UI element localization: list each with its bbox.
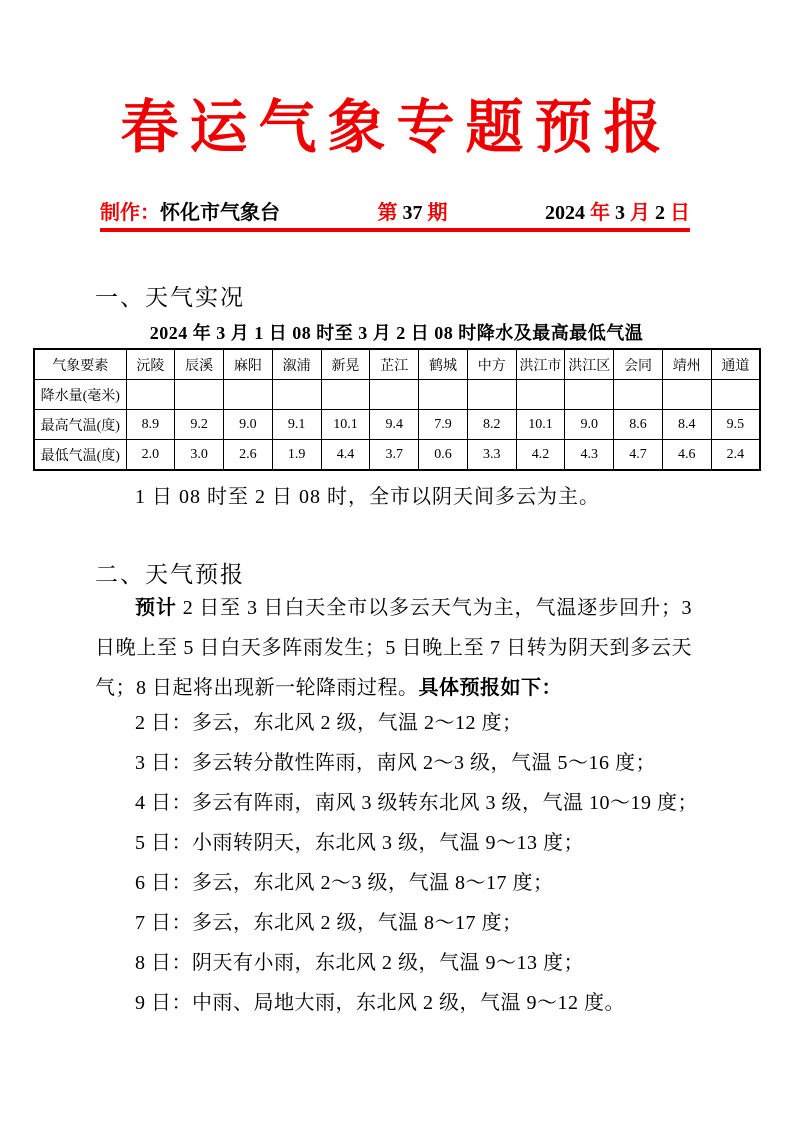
table-cell: 8.2: [467, 410, 516, 440]
table-cell: 3.7: [370, 440, 419, 471]
table-cell: 0.6: [419, 440, 468, 471]
table-cell: 2.6: [224, 440, 273, 471]
issue-value: 37: [402, 202, 423, 224]
issue-prefix: 第: [377, 202, 398, 224]
table-cell: [516, 380, 565, 410]
table-header-cell: 中方: [467, 349, 516, 380]
table-cell: 9.0: [565, 410, 614, 440]
table-cell: 4.4: [321, 440, 370, 471]
table-cell: [175, 380, 224, 410]
table-cell: 4.3: [565, 440, 614, 471]
date-day: 2: [655, 202, 665, 224]
table-header-cell: 会同: [614, 349, 663, 380]
table-cell: [565, 380, 614, 410]
table-cell: 9.0: [224, 410, 273, 440]
forecast-item: 9 日：中雨、局地大雨，东北风 2 级，气温 9～12 度。: [135, 992, 625, 1014]
forecast-item: 8 日：阴天有小雨，东北风 2 级，气温 9～13 度；: [135, 952, 584, 974]
table-header-cell: 靖州: [662, 349, 711, 380]
table-header-cell: 洪江区: [565, 349, 614, 380]
table-row-precipitation: [34, 380, 760, 410]
divider-rule: [100, 228, 690, 232]
table-cell: [224, 380, 273, 410]
table-row-label: 最低气温(度): [34, 440, 126, 471]
forecast-intro-body: 2 日至 3 日白天全市以多云天气为主，气温逐步回升；3 日晚上至 5 日白天多阵雨发生；5 日晚上至 7 日转为阴天到多云天气；8 日起将出现新一轮降雨过程。: [95, 597, 693, 699]
producer-value: 怀化市气象台: [160, 202, 280, 224]
table-cell: 4.2: [516, 440, 565, 471]
table-cell: 10.1: [321, 410, 370, 440]
table-cell: 4.6: [662, 440, 711, 471]
producer: [100, 196, 280, 225]
table-cell: [614, 380, 663, 410]
table-cell: [272, 380, 321, 410]
observation-table-title: 2024 年 3 月 1 日 08 时至 3 月 2 日 08 时降水及最高最低气温: [149, 323, 644, 343]
table-row-min-temp: [34, 440, 760, 471]
table-row-label: 最高气温(度): [34, 410, 126, 440]
table-cell: [419, 380, 468, 410]
table-cell: 9.2: [175, 410, 224, 440]
date-year: 2024: [545, 202, 585, 224]
table-cell: 9.1: [272, 410, 321, 440]
table-cell: [321, 380, 370, 410]
forecast-item: 5 日：小雨转阴天，东北风 3 级，气温 9～13 度；: [135, 832, 584, 854]
table-header-cell: 沅陵: [126, 349, 175, 380]
forecast-item: 4 日：多云有阵雨，南风 3 级转东北风 3 级，气温 10～19 度；: [135, 792, 698, 814]
table-header-cell: 气象要素: [34, 349, 126, 380]
issue-number: [378, 196, 448, 225]
producer-label: 制作：: [100, 202, 160, 224]
table-row-label: 降水量(毫米): [34, 380, 126, 410]
forecast-list: [135, 703, 735, 1023]
table-header-cell: 麻阳: [224, 349, 273, 380]
table-cell: 10.1: [516, 410, 565, 440]
table-cell: 9.5: [711, 410, 760, 440]
table-cell: 8.6: [614, 410, 663, 440]
issue-date: [545, 196, 690, 225]
forecast-intro-lead: 预计: [135, 597, 177, 619]
section2-heading: 二、天气预报: [95, 562, 245, 588]
table-cell: 9.4: [370, 410, 419, 440]
table-header-cell: 新晃: [321, 349, 370, 380]
table-cell: [126, 380, 175, 410]
table-header-row: [34, 349, 760, 380]
table-cell: [467, 380, 516, 410]
table-cell: [662, 380, 711, 410]
issue-suffix: 期: [427, 202, 448, 224]
table-header-cell: 芷江: [370, 349, 419, 380]
table-header-cell: 鹤城: [419, 349, 468, 380]
forecast-item: 6 日：多云，东北风 2～3 级，气温 8～17 度；: [135, 872, 554, 894]
weather-summary: 1 日 08 时至 2 日 08 时，全市以阴天间多云为主。: [135, 486, 600, 508]
section1-heading: 一、天气实况: [95, 285, 245, 311]
table-cell: 7.9: [419, 410, 468, 440]
table-cell: 2.4: [711, 440, 760, 471]
forecast-item: 7 日：多云，东北风 2 级，气温 8～17 度；: [135, 912, 523, 934]
table-header-cell: 洪江市: [516, 349, 565, 380]
date-day-unit: 日: [670, 202, 690, 224]
table-cell: [370, 380, 419, 410]
table-cell: [711, 380, 760, 410]
date-month: 3: [615, 202, 625, 224]
date-year-unit: 年: [590, 202, 610, 224]
table-cell: 3.0: [175, 440, 224, 471]
forecast-intro: [95, 588, 692, 708]
forecast-item: 3 日：多云转分散性阵雨，南风 2～3 级，气温 5～16 度；: [135, 752, 656, 774]
table-cell: 8.9: [126, 410, 175, 440]
table-cell: 1.9: [272, 440, 321, 471]
table-row-max-temp: [34, 410, 760, 440]
forecast-item: 2 日：多云，东北风 2 级，气温 2～12 度；: [135, 712, 523, 734]
observation-table: [33, 348, 761, 471]
table-cell: 4.7: [614, 440, 663, 471]
table-cell: 3.3: [467, 440, 516, 471]
table-header-cell: 溆浦: [272, 349, 321, 380]
table-cell: 8.4: [662, 410, 711, 440]
forecast-intro-tail: 具体预报如下：: [418, 677, 562, 699]
table-header-cell: 辰溪: [175, 349, 224, 380]
table-header-cell: 通道: [711, 349, 760, 380]
date-month-unit: 月: [630, 202, 650, 224]
page-title: 春运气象专题预报: [120, 93, 673, 161]
masthead: [100, 196, 690, 225]
table-cell: 2.0: [126, 440, 175, 471]
